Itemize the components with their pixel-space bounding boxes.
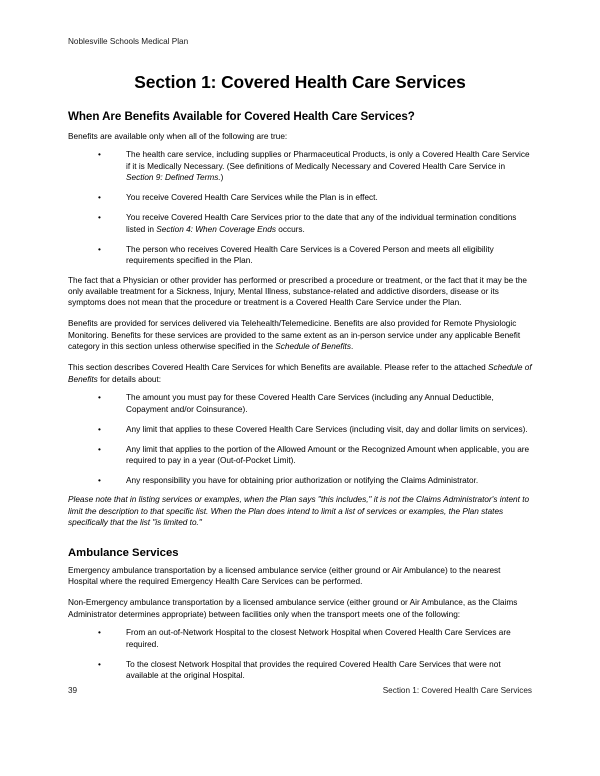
bullet-icon: • bbox=[98, 213, 101, 223]
paragraph-emergency-ambulance: Emergency ambulance transportation by a licensed ambulance service (either ground or Air Ambulance) to the nearest Hospital where the required Emergency Health Care Services can be performed. bbox=[68, 565, 501, 587]
transport-bullet-list bbox=[68, 627, 532, 681]
eligibility-bullet-list bbox=[68, 149, 532, 266]
bullet-icon: • bbox=[98, 475, 101, 485]
list-item-reference: Section 9: Defined Terms. bbox=[126, 173, 221, 183]
paragraph-physician-prescribed: The fact that a Physician or other provider has performed or prescribed a procedure or treatment, or the fact that it may be the only available treatment for a Sickness, Injury, Mental Illness, substance-related and addictive disorders, disease or its symptoms does not mean that the procedure or treatment is a Covered Health Care Service under the Plan. bbox=[68, 275, 528, 308]
page-footer bbox=[68, 685, 532, 696]
bullet-icon: • bbox=[98, 244, 101, 254]
list-item-text: Any limit that applies to the portion of the Allowed Amount or the Recognized Amount when applicable, you are required to pay in a year (Out-of-Pocket Limit). bbox=[126, 444, 530, 466]
list-item-text: The amount you must pay for these Covered Health Care Services (including any Annual Deductible, Copayment and/or Coinsurance). bbox=[126, 393, 494, 414]
list-item bbox=[68, 244, 532, 267]
footer-page-number: 39 bbox=[68, 686, 78, 695]
footer-section-label: Section 1: Covered Health Care Services bbox=[382, 686, 532, 695]
list-item bbox=[68, 659, 532, 682]
paragraph-describes-tail: for details about: bbox=[97, 374, 162, 384]
paragraph-telehealth bbox=[68, 318, 532, 352]
bullet-icon: • bbox=[98, 659, 101, 669]
sub-heading-ambulance-services: Ambulance Services bbox=[68, 546, 179, 559]
document-content bbox=[68, 72, 532, 681]
bullet-icon: • bbox=[98, 444, 101, 454]
running-header: Noblesville Schools Medical Plan bbox=[68, 37, 189, 46]
bullet-icon: • bbox=[98, 424, 101, 434]
bullet-icon: • bbox=[98, 150, 101, 160]
list-item bbox=[68, 149, 532, 183]
paragraph-non-emergency-ambulance: Non-Emergency ambulance transportation by a licensed ambulance service (either ground or Air Ambulance, as the Claims Administrator determines appropriate) between facilities only when the transport meets one of the following: bbox=[68, 598, 518, 619]
list-item-text: Any responsibility you have for obtaining prior authorization or notifying the Claims Administrator. bbox=[126, 475, 479, 485]
list-item-lead: The person who receives Covered Health Care Services is a Covered Person and meets all eligibility requirements specified in the Plan. bbox=[126, 244, 494, 266]
list-item-lead: You receive Covered Health Care Services while the Plan is in effect. bbox=[126, 193, 378, 203]
list-item bbox=[68, 627, 532, 650]
paragraph-telehealth-lead: Benefits are provided for services delivered via Telehealth/Telemedicine. Benefits are also provided for Remote Physiologic Monitoring. Benefits for these services are provided to the same extent as an in-person service under any applicable Benefit category in this section unless otherwise specified in the bbox=[68, 319, 521, 352]
list-item-tail: occurs. bbox=[275, 224, 305, 234]
list-item bbox=[68, 424, 532, 435]
section-heading-benefits-availability: When Are Benefits Available for Covered Health Care Services? bbox=[68, 110, 415, 123]
list-item-lead: The health care service, including supplies or Pharmaceutical Products, is only a Covered Health Care Service if it is Medically Necessary. (See definitions of Medically Necessary and Covered Health Care Service in bbox=[126, 150, 530, 171]
list-item-lead: You receive Covered Health Care Services prior to the date that any of the individual termination conditions listed in bbox=[126, 213, 517, 234]
paragraph-describes-lead: This section describes Covered Health Care Services for which Benefits are available. Please refer to the attached bbox=[68, 363, 489, 373]
paragraph-please-note: Please note that in listing services or examples, when the Plan says "this includes," it is not the Claims Administrator's intent to limit the description to that specific list. When the Plan does intend to limit a list of services or examples, the Plan states specifically that the list "is limited to." bbox=[68, 495, 530, 528]
bullet-icon: • bbox=[98, 628, 101, 638]
paragraph-section-describes bbox=[68, 362, 532, 385]
list-item bbox=[68, 192, 532, 203]
list-item-text: Any limit that applies to these Covered Health Care Services (including visit, day and dollar limits on services). bbox=[126, 424, 528, 434]
list-item bbox=[68, 392, 532, 415]
paragraph-telehealth-tail: . bbox=[350, 342, 354, 352]
paragraph-describes-reference: Schedule of Benefits bbox=[68, 363, 532, 384]
list-item-text bbox=[126, 245, 494, 265]
list-item-text bbox=[126, 150, 530, 182]
bullet-icon: • bbox=[98, 393, 101, 403]
list-item bbox=[68, 444, 532, 467]
list-item-text bbox=[126, 213, 516, 233]
list-item-text: To the closest Network Hospital that provides the required Covered Health Care Services that were not available at the original Hospital. bbox=[126, 659, 501, 680]
list-item bbox=[68, 212, 532, 235]
list-item-text: From an out-of-Network Hospital to the closest Network Hospital when Covered Health Care Services are required. bbox=[126, 628, 511, 649]
list-item-tail: ) bbox=[220, 173, 224, 183]
page-title: Section 1: Covered Health Care Services bbox=[134, 72, 466, 92]
list-item bbox=[68, 475, 532, 486]
details-bullet-list bbox=[68, 392, 532, 486]
paragraph-telehealth-reference: Schedule of Benefits bbox=[275, 342, 351, 352]
list-item-text bbox=[126, 193, 378, 202]
intro-paragraph: Benefits are available only when all of the following are true: bbox=[68, 132, 288, 141]
list-item-reference: Section 4: When Coverage Ends bbox=[156, 224, 276, 234]
bullet-icon: • bbox=[98, 193, 101, 203]
